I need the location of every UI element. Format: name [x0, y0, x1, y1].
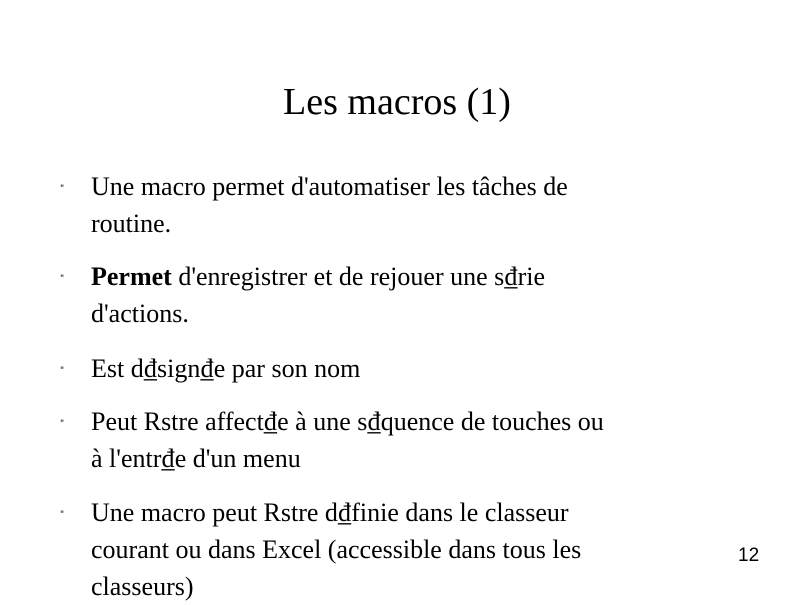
- bullet-text: [91, 258, 731, 332]
- bullet-line: Peut Rstre affect₫e à une s₫quence de touches ou: [91, 407, 604, 436]
- bullet-bold-text: Permet: [91, 262, 172, 291]
- bullet-text: [91, 494, 731, 605]
- bullet-marker: ": [60, 184, 65, 194]
- bullet-line: Est d₫sign₫e par son nom: [91, 354, 361, 383]
- bullet-line: d'actions.: [91, 299, 189, 328]
- bullet-marker: ": [60, 419, 65, 429]
- bullet-line: d'enregistrer et de rejouer une s₫rie: [171, 262, 546, 291]
- bullet-line: routine.: [91, 209, 172, 238]
- bullet-text: [91, 168, 731, 242]
- bullet-marker: ": [60, 510, 65, 520]
- bullet-marker: ": [60, 366, 65, 376]
- bullet-text: [91, 403, 731, 477]
- bullet-line: Une macro peut Rstre d₫finie dans le classeur: [91, 498, 569, 527]
- page-number: 12: [738, 545, 760, 566]
- bullet-line: classeurs): [91, 572, 194, 601]
- bullet-marker: ": [60, 274, 65, 284]
- bullet-line: à l'entr₫e d'un menu: [91, 444, 301, 473]
- bullet-line: courant ou dans Excel (accessible dans tous les: [91, 535, 582, 564]
- bullet-line: Une macro permet d'automatiser les tâches de: [91, 172, 568, 201]
- slide-title: Les macros (1): [283, 81, 511, 123]
- bullet-text: [91, 350, 731, 387]
